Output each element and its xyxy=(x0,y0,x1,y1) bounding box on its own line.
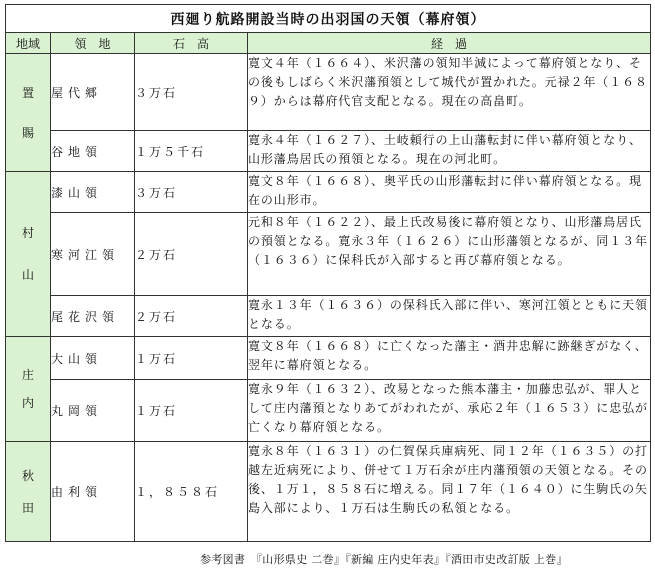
region-shonai: 庄 内 xyxy=(6,337,51,442)
fief-name: 丸岡領 xyxy=(51,380,135,442)
fief-koku: ３万石 xyxy=(135,172,248,213)
header-history: 経 過 xyxy=(248,33,651,54)
fief-koku: ２万石 xyxy=(135,213,248,296)
fief-history: 寛文８年（１６６８）、奥平氏の山形藩転封に伴い幕府領となる。現在の山形市。 xyxy=(248,172,651,213)
region-okitama: 置 賜 xyxy=(6,54,51,172)
table-row xyxy=(6,172,651,213)
fief-name: 屋代郷 xyxy=(51,54,135,131)
fief-name: 谷地領 xyxy=(51,131,135,172)
table-row xyxy=(6,213,651,296)
fief-history: 寛永９年（１６３２）、改易となった熊本藩主・加藤忠弘が、罪人として庄内藩預となりあてがわれたが、承応２年（１６５３）に忠弘が亡くなり幕府領となる。 xyxy=(248,380,651,442)
fief-name: 尾花沢領 xyxy=(51,296,135,337)
fief-name: 寒河江領 xyxy=(51,213,135,296)
fief-koku: ３万石 xyxy=(135,54,248,131)
tenryo-table xyxy=(5,4,651,542)
fief-history: 寛永１３年（１６３６）の保科氏入部に伴い、寒河江領とともに天領となる。 xyxy=(248,296,651,337)
fief-history: 元和８年（１６２２）、最上氏改易後に幕府領となり、山形藩鳥居氏の預領となる。寛永３年（１６２６）に山形藩領となるが、同１３年（１６３６）に保科氏が入部すると再び幕府領となる。 xyxy=(248,213,651,296)
header-koku: 石 高 xyxy=(135,33,248,54)
table-row xyxy=(6,337,651,380)
fief-koku: ２万石 xyxy=(135,296,248,337)
header-row xyxy=(6,33,651,54)
fief-history: 寛文４年（１６６４）、米沢藩の領知半減によって幕府領となり、その後もしばらく米沢藩預領として城代が置かれた。元禄２年（１６８９）からは幕府代官支配となる。現在の高畠町。 xyxy=(248,54,651,131)
region-akita: 秋 田 xyxy=(6,442,51,542)
tenryo-table-wrapper xyxy=(5,4,650,542)
fief-name: 大山領 xyxy=(51,337,135,380)
fief-name: 漆山領 xyxy=(51,172,135,213)
fief-name: 由利領 xyxy=(51,442,135,542)
fief-koku: １万石 xyxy=(135,337,248,380)
fief-history: 寛永８年（１６３１）の仁賀保兵庫病死、同１２年（１６３５）の打越左近病死により、併せて１万石余が庄内藩預領の天領となる。その後、１万１，８５８石に増える。同１７年（１６４０）に生駒氏の矢島入部により、１万石は生駒氏の私領となる。 xyxy=(248,442,651,542)
fief-koku: １，８５８石 xyxy=(135,442,248,542)
references-note: 参考図書 『山形県史 二巻』『新編 庄内史年表』『酒田市史改訂版 上巻』 xyxy=(200,553,568,566)
fief-koku: １万石 xyxy=(135,380,248,442)
table-title: 西廻り航路開設当時の出羽国の天領（幕府領） xyxy=(6,5,651,33)
table-row xyxy=(6,380,651,442)
fief-history: 寛永４年（１６２７）、土岐頼行の上山藩転封に伴い幕府領となり、山形藩鳥居氏の預領となる。現在の河北町。 xyxy=(248,131,651,172)
table-row xyxy=(6,296,651,337)
fief-history: 寛文８年（１６６８）に亡くなった藩主・酒井忠解に跡継ぎがなく、翌年に幕府領となる。 xyxy=(248,337,651,380)
header-name: 領 地 xyxy=(51,33,135,54)
table-row xyxy=(6,442,651,542)
region-murayama: 村 山 xyxy=(6,172,51,337)
fief-koku: １万５千石 xyxy=(135,131,248,172)
table-row xyxy=(6,54,651,131)
table-row xyxy=(6,131,651,172)
header-region: 地域 xyxy=(6,33,51,54)
title-row xyxy=(6,5,651,33)
